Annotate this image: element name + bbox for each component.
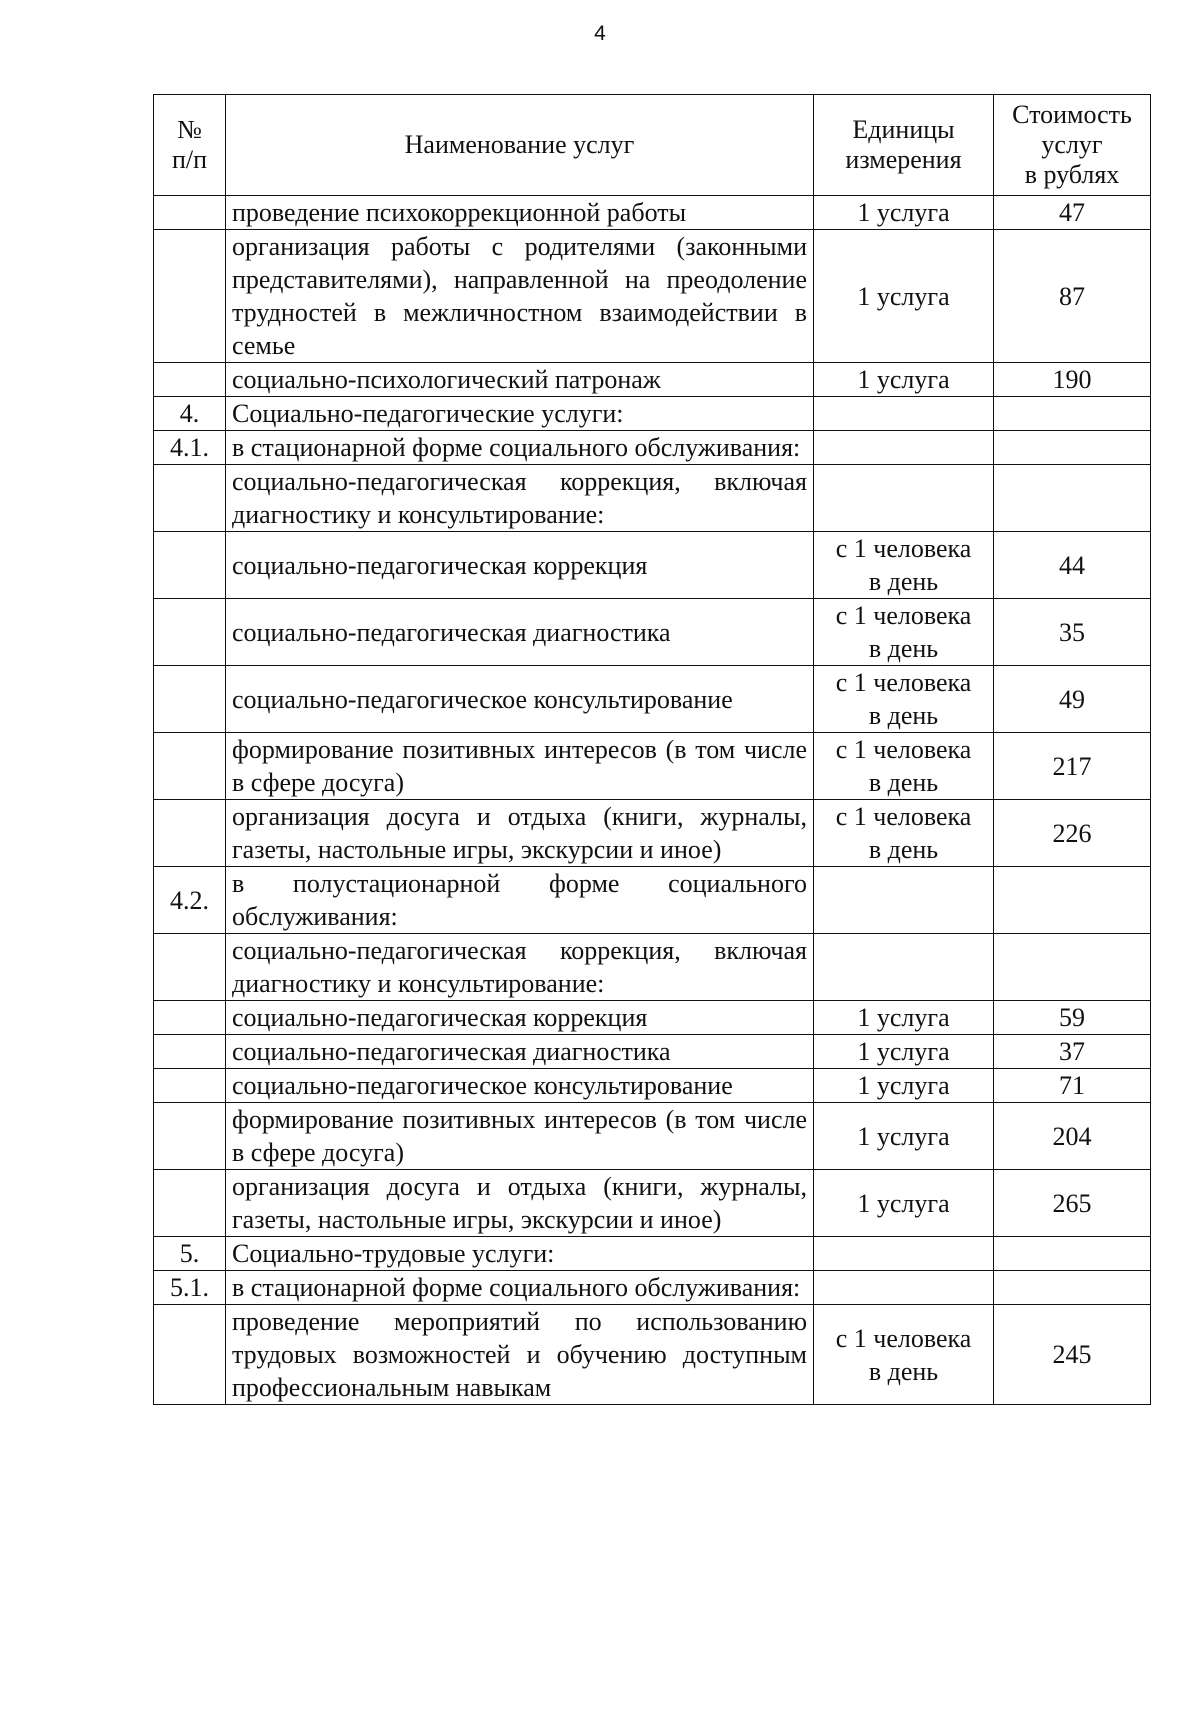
service-name: проведение психокоррекционной работы [226, 196, 814, 230]
service-cost [994, 465, 1151, 532]
service-name: в стационарной форме социального обслуживания: [226, 431, 814, 465]
service-cost: 226 [994, 800, 1151, 867]
service-name: организация досуга и отдыха (книги, журналы, газеты, настольные игры, экскурсии и иное) [226, 800, 814, 867]
page-number: 4 [594, 22, 606, 45]
service-name: социально-педагогическая коррекция, включая диагностику и консультирование: [226, 465, 814, 532]
service-cost: 35 [994, 599, 1151, 666]
row-number [154, 1103, 226, 1170]
row-number [154, 230, 226, 363]
unit-of-measure: 1 услуга [814, 1035, 994, 1069]
service-cost [994, 397, 1151, 431]
service-cost: 245 [994, 1305, 1151, 1405]
service-cost: 47 [994, 196, 1151, 230]
service-name: Социально-педагогические услуги: [226, 397, 814, 431]
unit-of-measure: с 1 человека в день [814, 1305, 994, 1405]
header-number: № п/п [154, 95, 226, 196]
row-number [154, 465, 226, 532]
unit-of-measure: 1 услуга [814, 1170, 994, 1237]
table-row [154, 800, 1151, 867]
service-cost: 190 [994, 363, 1151, 397]
row-number [154, 934, 226, 1001]
unit-of-measure: с 1 человека в день [814, 666, 994, 733]
service-name: формирование позитивных интересов (в том числе в сфере досуга) [226, 1103, 814, 1170]
table-row [154, 465, 1151, 532]
row-number: 4.1. [154, 431, 226, 465]
table-header-row [154, 95, 1151, 196]
service-name: Социально-трудовые услуги: [226, 1237, 814, 1271]
row-number [154, 733, 226, 800]
table-row [154, 1069, 1151, 1103]
table-body [154, 196, 1151, 1405]
unit-of-measure: с 1 человека в день [814, 733, 994, 800]
service-cost: 44 [994, 532, 1151, 599]
unit-of-measure: с 1 человека в день [814, 599, 994, 666]
row-number [154, 1035, 226, 1069]
table-row [154, 733, 1151, 800]
table-row [154, 532, 1151, 599]
service-name: социально-педагогическое консультирование [226, 1069, 814, 1103]
service-name: социально-педагогическое консультирование [226, 666, 814, 733]
unit-of-measure: 1 услуга [814, 1069, 994, 1103]
header-service-name: Наименование услуг [226, 95, 814, 196]
unit-of-measure: 1 услуга [814, 363, 994, 397]
unit-of-measure [814, 465, 994, 532]
table-row [154, 196, 1151, 230]
unit-of-measure: 1 услуга [814, 196, 994, 230]
service-cost: 71 [994, 1069, 1151, 1103]
unit-of-measure [814, 1237, 994, 1271]
unit-of-measure: 1 услуга [814, 1103, 994, 1170]
service-name: социально-педагогическая диагностика [226, 1035, 814, 1069]
row-number [154, 800, 226, 867]
service-cost [994, 867, 1151, 934]
table-row [154, 1001, 1151, 1035]
table-row [154, 1103, 1151, 1170]
row-number: 4. [154, 397, 226, 431]
unit-of-measure: 1 услуга [814, 230, 994, 363]
table-row [154, 867, 1151, 934]
service-name: организация работы с родителями (законными представителями), направленной на преодоление трудностей в межличностном взаимодействии в семье [226, 230, 814, 363]
table-row [154, 1271, 1151, 1305]
table-row [154, 1035, 1151, 1069]
service-cost: 49 [994, 666, 1151, 733]
service-cost [994, 1237, 1151, 1271]
service-cost: 204 [994, 1103, 1151, 1170]
unit-of-measure [814, 431, 994, 465]
service-name: социально-педагогическая коррекция, включая диагностику и консультирование: [226, 934, 814, 1001]
row-number [154, 1305, 226, 1405]
service-name: социально-педагогическая коррекция [226, 532, 814, 599]
service-cost: 217 [994, 733, 1151, 800]
table-row [154, 363, 1151, 397]
row-number: 5. [154, 1237, 226, 1271]
service-cost: 37 [994, 1035, 1151, 1069]
table-row [154, 666, 1151, 733]
row-number [154, 1001, 226, 1035]
table-row [154, 934, 1151, 1001]
row-number [154, 666, 226, 733]
service-cost: 265 [994, 1170, 1151, 1237]
row-number: 4.2. [154, 867, 226, 934]
table-row [154, 1237, 1151, 1271]
service-name: в стационарной форме социального обслуживания: [226, 1271, 814, 1305]
service-cost [994, 934, 1151, 1001]
header-cost: Стоимость услуг в рублях [994, 95, 1151, 196]
services-price-table [153, 94, 1151, 1405]
unit-of-measure [814, 867, 994, 934]
header-unit: Единицы измерения [814, 95, 994, 196]
service-cost [994, 1271, 1151, 1305]
table-row [154, 431, 1151, 465]
service-name: проведение мероприятий по использованию трудовых возможностей и обучению доступным профессиональным навыкам [226, 1305, 814, 1405]
service-name: организация досуга и отдыха (книги, журналы, газеты, настольные игры, экскурсии и иное) [226, 1170, 814, 1237]
row-number [154, 1069, 226, 1103]
table-row [154, 1305, 1151, 1405]
unit-of-measure [814, 934, 994, 1001]
service-name: в полустационарной форме социального обслуживания: [226, 867, 814, 934]
unit-of-measure: 1 услуга [814, 1001, 994, 1035]
service-name: социально-педагогическая коррекция [226, 1001, 814, 1035]
row-number: 5.1. [154, 1271, 226, 1305]
service-name: социально-психологический патронаж [226, 363, 814, 397]
table-row [154, 599, 1151, 666]
row-number [154, 599, 226, 666]
row-number [154, 196, 226, 230]
service-cost: 87 [994, 230, 1151, 363]
table-row [154, 1170, 1151, 1237]
table-row [154, 230, 1151, 363]
row-number [154, 363, 226, 397]
service-name: формирование позитивных интересов (в том числе в сфере досуга) [226, 733, 814, 800]
unit-of-measure: с 1 человека в день [814, 800, 994, 867]
table-row [154, 397, 1151, 431]
service-cost [994, 431, 1151, 465]
service-name: социально-педагогическая диагностика [226, 599, 814, 666]
unit-of-measure [814, 397, 994, 431]
unit-of-measure [814, 1271, 994, 1305]
service-cost: 59 [994, 1001, 1151, 1035]
row-number [154, 1170, 226, 1237]
unit-of-measure: с 1 человека в день [814, 532, 994, 599]
row-number [154, 532, 226, 599]
